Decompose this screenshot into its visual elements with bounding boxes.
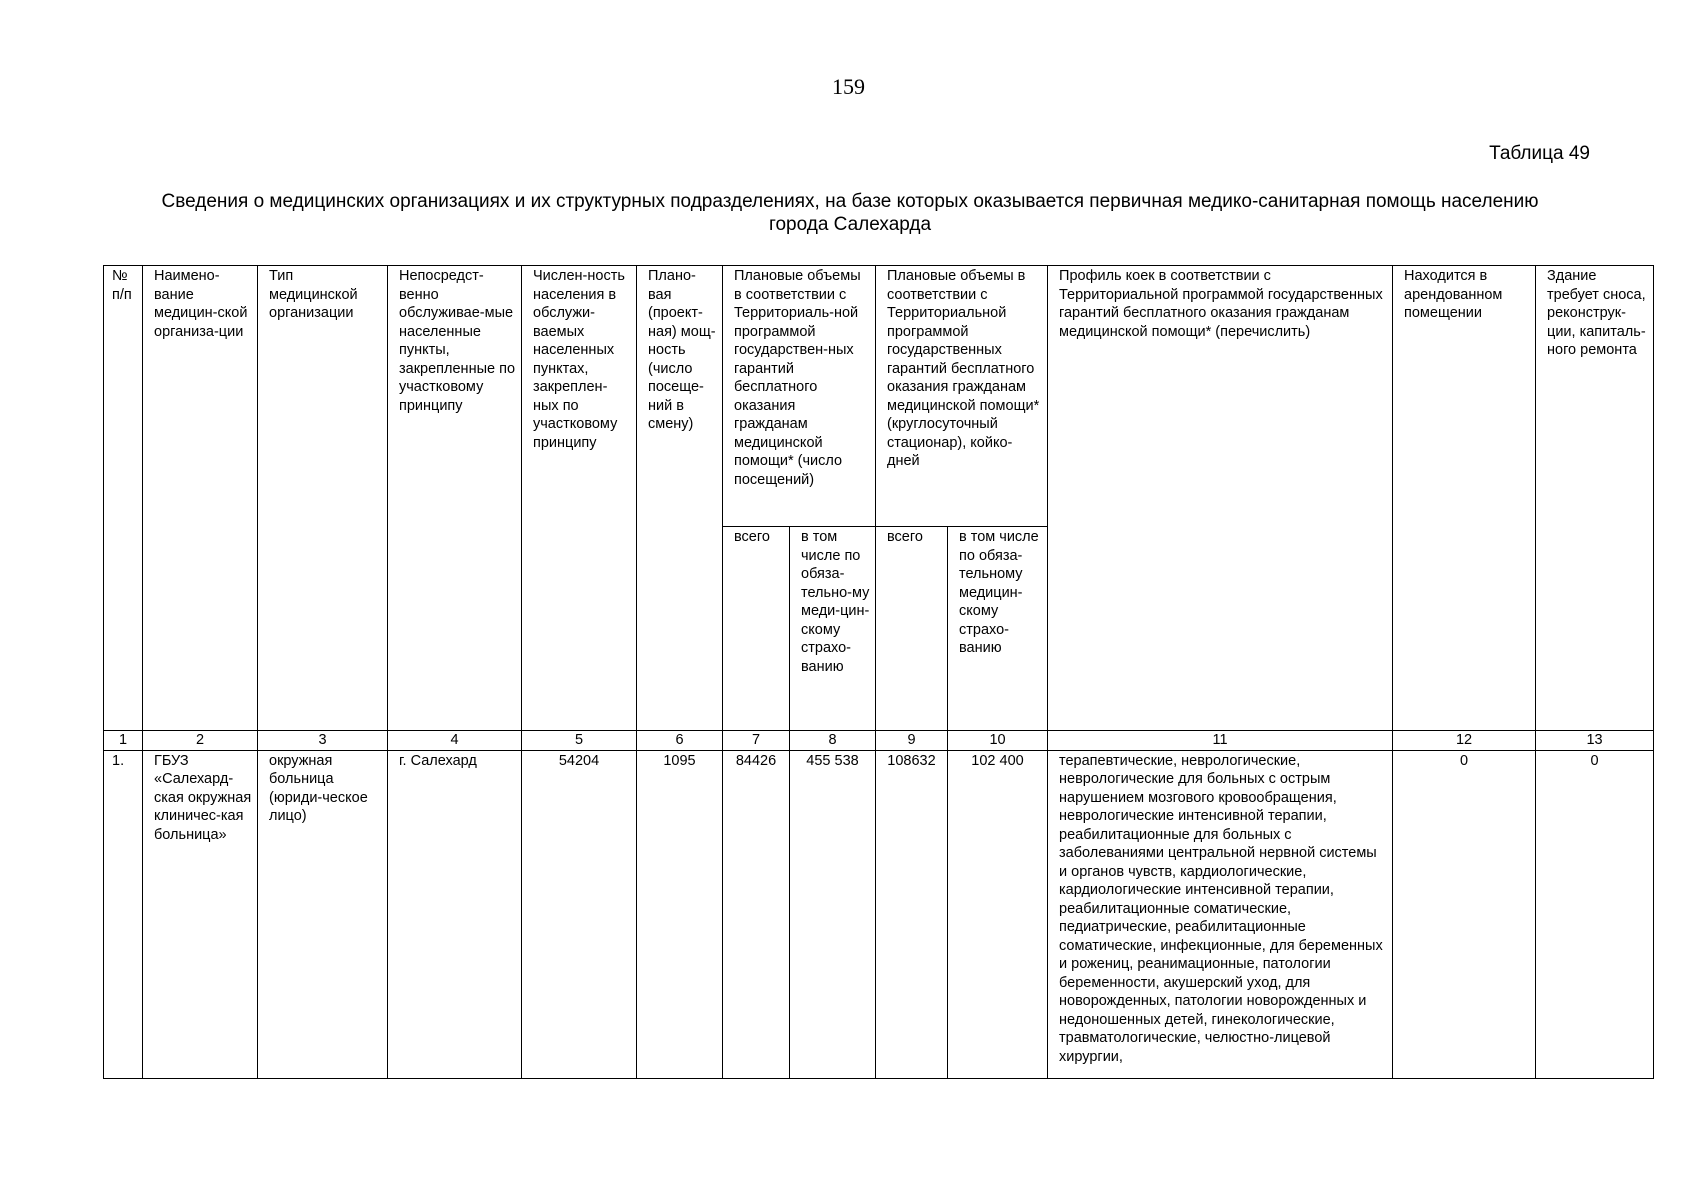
header-beddays-oms: в том числе по обяза-тельному медицин-скому страхо-ванию	[948, 527, 1048, 731]
settlements: г. Салехард	[388, 750, 522, 1078]
org-name: ГБУЗ «Салехард-ская окружная клиничес-кая больница»	[143, 750, 258, 1078]
table-row	[104, 750, 1654, 1078]
column-number: 3	[258, 731, 388, 751]
page-number: 159	[832, 74, 865, 99]
column-number: 10	[948, 731, 1048, 751]
column-number: 11	[1048, 731, 1393, 751]
header-visits-volumes: Плановые объемы в соответствии с Территориаль-ной программой государствен-ных гарантий бесплатного оказания гражданам медицинской помощи* (число посещений)	[723, 266, 876, 527]
header-beddays-total: всего	[876, 527, 948, 731]
table-label: Таблица 49	[1489, 143, 1590, 164]
header-rented: Находится в арендованном помещении	[1393, 266, 1536, 731]
header-number: № п/п	[104, 266, 143, 731]
column-number: 6	[637, 731, 723, 751]
column-number: 8	[790, 731, 876, 751]
title-line-2: города Салехарда	[768, 214, 932, 235]
column-number: 4	[388, 731, 522, 751]
header-org-type: Тип медицинской организации	[258, 266, 388, 731]
column-number: 12	[1393, 731, 1536, 751]
visits-oms: 455 538	[790, 750, 876, 1078]
rented: 0	[1393, 750, 1536, 1078]
population: 54204	[522, 750, 637, 1078]
header-bed-profile: Профиль коек в соответствии с Территориальной программой государственных гарантий бесплатного оказания гражданам медицинской помощи* (перечислить)	[1048, 266, 1393, 731]
org-type: окружная больница (юриди-ческое лицо)	[258, 750, 388, 1078]
column-number: 5	[522, 731, 637, 751]
header-population: Числен-ность населения в обслужи-ваемых населенных пунктах, закреплен-ных по участковому принципу	[522, 266, 637, 731]
document-title	[100, 190, 1600, 236]
column-number: 1	[104, 731, 143, 751]
column-number: 2	[143, 731, 258, 751]
repair-needed: 0	[1536, 750, 1654, 1078]
visits-total: 84426	[723, 750, 790, 1078]
header-repair: Здание требует сноса, реконструк-ции, капиталь-ного ремонта	[1536, 266, 1654, 731]
header-row	[104, 266, 1654, 527]
header-capacity: Плано-вая (проект-ная) мощ-ность (число посеще-ний в смену)	[637, 266, 723, 731]
header-org-name: Наимено-вание медицин-ской организа-ции	[143, 266, 258, 731]
column-number: 9	[876, 731, 948, 751]
beddays-oms: 102 400	[948, 750, 1048, 1078]
header-settlements: Непосредст-венно обслуживае-мые населенные пункты, закрепленные по участковому принципу	[388, 266, 522, 731]
beddays-total: 108632	[876, 750, 948, 1078]
organizations-table	[103, 265, 1654, 1079]
header-visits-total: всего	[723, 527, 790, 731]
header-visits-oms: в том числе по обяза-тельно-му меди-цин-скому страхо-ванию	[790, 527, 876, 731]
column-numbers-row	[104, 731, 1654, 751]
title-line-1: Сведения о медицинских организациях и их структурных подразделениях, на базе которых оказывается первичная медико-санитарная помощь населению	[161, 191, 1539, 212]
row-number: 1.	[104, 750, 143, 1078]
bed-profile: терапевтические, неврологические, неврологические для больных с острым нарушением мозгового кровообращения, неврологические интенсивной терапии, реабилитационные для больных с заболеваниями центральной нервной системы и органов чувств, кардиологические, кардиологические интенсивной терапии, реабилитационные соматические, педиатрические, реабилитационные соматические, инфекционные, для беременных и рожениц, реанимационные, патологии беременности, акушерский уход, для новорожденных, патологии новорожденных и недоношенных детей, гинекологические, травматологические, челюстно-лицевой хирургии,	[1048, 750, 1393, 1078]
header-beddays-volumes: Плановые объемы в соответствии с Территориальной программой государственных гарантий бесплатного оказания гражданам медицинской помощи* (круглосуточный стационар), койко-дней	[876, 266, 1048, 527]
column-number: 13	[1536, 731, 1654, 751]
capacity: 1095	[637, 750, 723, 1078]
column-number: 7	[723, 731, 790, 751]
